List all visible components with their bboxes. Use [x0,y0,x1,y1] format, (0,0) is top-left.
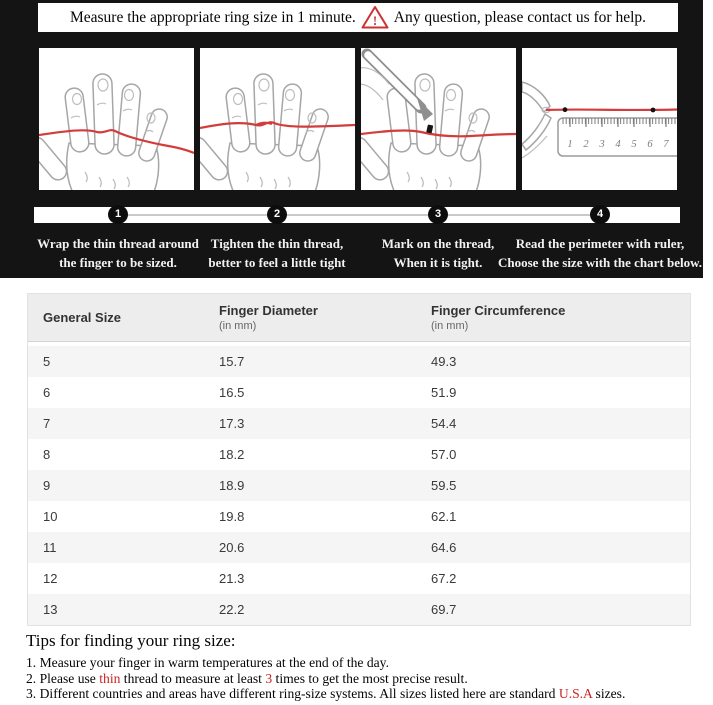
svg-text:5: 5 [631,139,637,150]
col-finger-circumference: Finger Circumference (in mm) [431,303,566,332]
step1-number: 1 [108,205,128,224]
table-row: 13 22.2 69.7 [28,594,690,625]
step3-number: 3 [428,205,448,224]
step2-caption: Tighten the thin thread, better to feel a little tight [208,236,346,270]
table-header [28,294,690,342]
hand-thread-wrap-icon [39,48,194,190]
thread-start-dot [563,107,568,112]
step3-illustration [361,48,516,190]
step4-number: 4 [590,205,610,224]
progress-line [118,214,600,216]
table-row: 5 15.7 49.3 [28,346,690,377]
tip-3: 3. Different countries and areas have different ring-size systems. All sizes listed here are standard U.S.A sizes. [26,686,626,702]
banner-text-right: Any question, please contact us for help. [393,8,647,26]
step3-caption: Mark on the thread, When it is tight. [381,236,495,270]
banner [38,3,678,32]
ruler-measurement-icon [522,48,677,190]
table-body [28,342,690,625]
table-row: 11 20.6 64.6 [28,532,690,563]
svg-text:!: ! [372,13,377,28]
step4-illustration [522,48,677,190]
svg-text:7: 7 [663,139,669,150]
table-row: 7 17.3 54.4 [28,408,690,439]
warning-triangle-icon [361,5,389,30]
step4-caption: Read the perimeter with ruler, Choose the size with the chart below. [497,236,702,270]
svg-text:4: 4 [615,139,621,150]
table-row: 9 18.9 59.5 [28,470,690,501]
progress-bar [34,207,680,223]
table-row: 8 18.2 57.0 [28,439,690,470]
svg-text:6: 6 [647,139,653,150]
table-row: 10 19.8 62.1 [28,501,690,532]
table-row: 12 21.3 67.2 [28,563,690,594]
svg-text:1: 1 [567,139,573,150]
col-general-size: General Size [43,310,122,325]
hand-marking-pen-icon [361,48,516,190]
tip-1: 1. Measure your finger in warm temperatures at the end of the day. [26,655,389,670]
banner-text-left: Measure the appropriate ring size in 1 minute. [69,8,356,26]
thread-end-dot [651,108,656,113]
step2-number: 2 [267,205,287,224]
step1-caption: Wrap the thin thread around the finger to be sized. [37,236,199,270]
highlight-thin: thin [99,670,121,686]
highlight-usa: U.S.A [558,686,593,702]
step1-illustration [39,48,194,190]
ring-size-table [27,293,691,626]
tips-section [26,631,625,702]
tip-2: 2. Please use thin thread to measure at least 3 times to get the most precise result. [26,670,468,686]
step2-illustration [200,48,355,190]
table-row: 6 16.5 51.9 [28,377,690,408]
hand-thread-tight-icon [200,48,355,190]
col-finger-diameter: Finger Diameter (in mm) [219,303,318,332]
svg-text:2: 2 [583,139,589,150]
svg-text:3: 3 [599,139,605,150]
tips-title: Tips for finding your ring size: [26,631,236,650]
measurement-steps-panel [0,0,703,278]
highlight-3: 3 [265,670,273,686]
